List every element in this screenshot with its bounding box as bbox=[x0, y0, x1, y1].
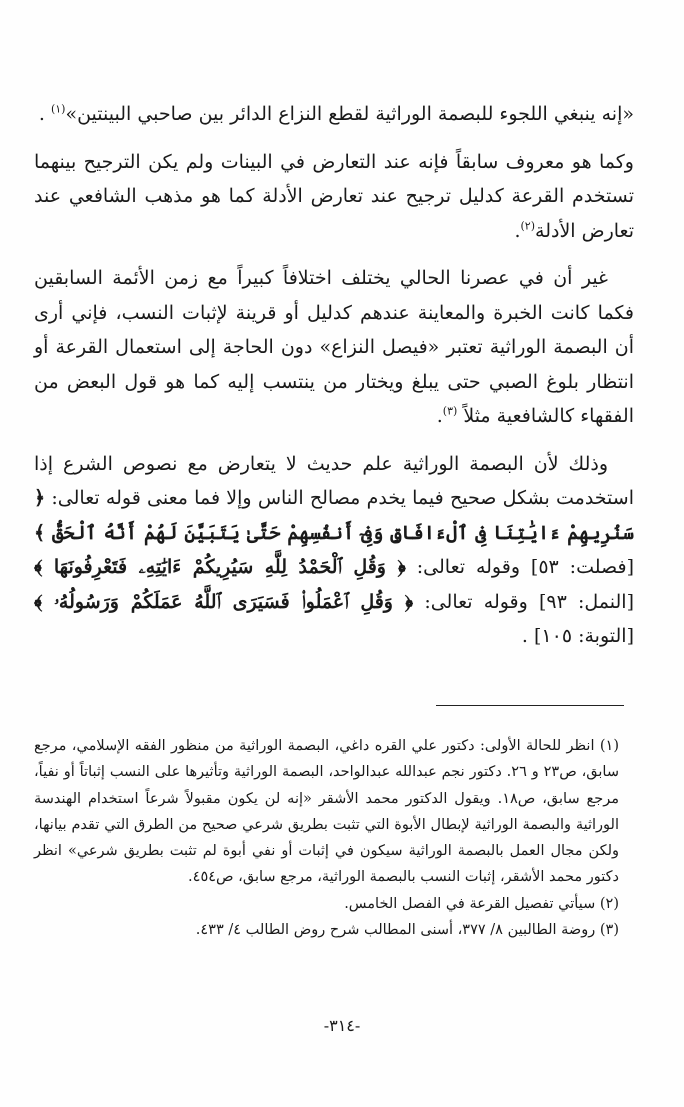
footnote-1: (١) انظر للحالة الأولى: دكتور علي القره داغي، البصمة الوراثية من منظور الفقه الإسلامي، مرجع سابق، ص٢٣ و ٢٦. دكتور نجم عبدالله عبدالواحد، البصمة الوراثية وتأثيرها على النسب إثباتاً أو نفياً، مرجع سابق، ص١٨. ويقول الدكتور محمد الأشقر «إنه لن يكون مقبولاً شرعاً استخدام الهندسة الوراثية والبصمة الوراثية لإبطال الأبوة التي تثبت بطريق شرعي صحيح من الطرق التي تقدم بيانها، ولكن مجال العمل بالبصمة الوراثية سيكون في إثبات أو نفي أبوة لم تثبت بطريق شرعي» انظر دكتور محمد الأشقر، إثبات النسب بالبصمة الوراثية، مرجع سابق، ص٤٥٤. bbox=[34, 738, 619, 886]
footnote-number: (١) bbox=[599, 738, 619, 754]
footnote-separator bbox=[436, 705, 624, 706]
page-number: -٣١٤- bbox=[323, 1016, 361, 1035]
footnote-3: (٣) روضة الطالبين ٨/ ٣٧٧، أسنى المطالب شرح روض الطالب ٤/ ٤٣٣. bbox=[195, 922, 619, 939]
paragraph-1: «إنه ينبغي اللجوء للبصمة الوراثية لقطع النزاع الدائر بين صاحبي البينتين»$^{(١)}$ . bbox=[38, 102, 634, 125]
paragraph-4: وذلك لأن البصمة الوراثية علم حديث لا يتعارض مع نصوص الشرع إذا استخدمت بشكل صحيح فيما يخدم مصالح الناس وإلا فما معنى قوله تعالى: ﴿ سَنُرِيهِمْ ءَايَٰتِنَا فِى ٱلْءَافَاقِ وَفِىٓ أَنفُسِهِمْ حَتَّىٰ يَتَبَيَّنَ لَهُمْ أَنَّهُ ٱلْحَقُّ ﴾ [فصلت: ٥٣] وقوله تعالى: ﴿ وَقُلِ ٱلْحَمْدُ لِلَّهِ سَيُرِيكُمْ ءَايَٰتِهِۦ فَتَعْرِفُونَهَا ﴾ [النمل: ٩٣] وقوله تعالى: ﴿ وَقُلِ ٱعْمَلُوا۟ فَسَيَرَى ٱللَّهُ عَمَلَكُمْ وَرَسُولُهُۥ ﴾ [التوبة: ١٠٥] . bbox=[34, 452, 634, 647]
footnote-number: (٢) bbox=[599, 895, 619, 912]
quran-verse-3: ﴿ وَقُلِ ٱعْمَلُوا۟ فَسَيَرَى ٱللَّهُ عَمَلَكُمْ وَرَسُولُهُۥ ﴾ bbox=[34, 590, 414, 613]
verse-citation-2: [النمل: ٩٣] bbox=[538, 590, 634, 613]
footnote-number: (٣) bbox=[599, 922, 619, 939]
paragraph-2: وكما هو معروف سابقاً فإنه عند التعارض في البينات ولم يكن الترجيح بينهما تستخدم القرعة كدليل ترجيح عند تعارض الأدلة كما هو مذهب الشافعي عند تعارض الأدلة$^{(٢)}$. bbox=[34, 150, 634, 242]
footnote-ref-1[interactable]: (١) bbox=[50, 102, 66, 116]
verse-citation-1: [فصلت: ٥٣] bbox=[530, 556, 634, 578]
footnotes bbox=[34, 733, 619, 943]
quran-verse-1: ﴿ سَنُرِيهِمْ ءَايَٰتِنَا فِى ٱلْءَافَاقِ وَفِىٓ أَنفُسِهِمْ حَتَّىٰ يَتَبَيَّنَ لَهُمْ أَنَّهُ ٱلْحَقُّ ﴾ bbox=[34, 487, 634, 544]
verse-citation-3: [التوبة: ١٠٥] bbox=[534, 625, 634, 647]
footnote-ref-3[interactable]: (٣) bbox=[442, 404, 458, 418]
main-text bbox=[34, 97, 634, 667]
footnote-2: (٢) سيأتي تفصيل القرعة في الفصل الخامس. bbox=[344, 895, 619, 912]
paragraph-3: غير أن في عصرنا الحالي يختلف اختلافاً كبيراً مع زمن الأئمة السابقين فكما كانت الخبرة والمعاينة عندهم كدليل أو قرينة لإثبات النسب، فإني أرى أن البصمة الوراثية تعتبر «فيصل النزاع» دون الحاجة إلى استعمال القرعة أو انتظار بلوغ الصبي حتى يبلغ ويختار من ينتسب إليه كما هو قول البعض من الفقهاء كالشافعية مثلاً $^{(٣)}$. bbox=[34, 267, 635, 427]
quran-verse-2: ﴿ وَقُلِ ٱلْحَمْدُ لِلَّهِ سَيُرِيكُمْ ءَايَٰتِهِۦ فَتَعْرِفُونَهَا ﴾ bbox=[34, 556, 406, 578]
footnote-ref-2[interactable]: (٢) bbox=[520, 219, 536, 233]
